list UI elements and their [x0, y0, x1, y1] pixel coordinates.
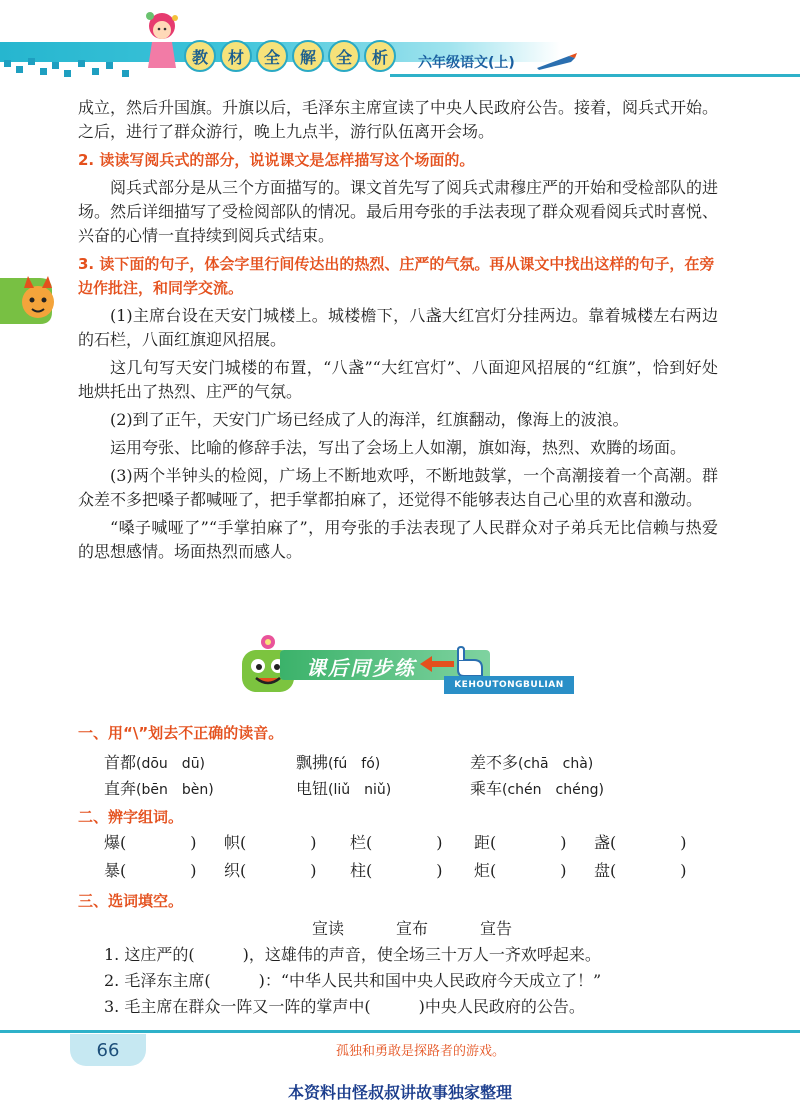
word-blank[interactable]: 柱( ) — [350, 861, 443, 880]
sentence-3: (3)两个半钟头的检阅，广场上不断地欢呼，不断地鼓掌，一个高潮接着一个高潮。群众差不多把嗓子都喊哑了，把手掌都拍麻了，还觉得不能够表达自己心里的欢喜和激动。 — [78, 466, 718, 509]
exercise-2 — [78, 806, 738, 828]
footer-motto: 孤独和勇敢是探路者的游戏。 — [336, 1044, 506, 1059]
page-number: 66 — [70, 1034, 146, 1066]
girl-mascot-icon — [142, 10, 182, 72]
word-blank[interactable]: 距( ) — [474, 833, 567, 852]
title-badge: 全 — [256, 40, 288, 72]
word-option: 宣布 — [396, 919, 429, 938]
word-blank[interactable]: 爆( ) — [104, 833, 197, 852]
header-rule — [390, 74, 800, 77]
word-option: 宣读 — [312, 919, 345, 938]
page-header — [0, 0, 800, 92]
pinyin-item: 飘拂(fú fó) — [296, 753, 381, 772]
word-blank[interactable]: 炬( ) — [474, 861, 567, 880]
word-blank[interactable]: 栏( ) — [350, 833, 443, 852]
fill-blank-item[interactable]: 3. 毛主席在群众一阵又一阵的掌声中( )中央人民政府的公告。 — [104, 997, 585, 1016]
comment-3: “嗓子喊哑了”“手掌拍麻了”，用夸张的手法表现了人民群众对子弟兵无比信赖与热爱的思想感情。场面热烈而感人。 — [78, 518, 718, 561]
exercise-3 — [78, 890, 738, 912]
exercise-3-heading: 三、选词填空。 — [78, 892, 184, 910]
question-3: 3. 读下面的句子，体会字里行间传达出的热烈、庄严的气氛。再从课文中找出这样的句子，在旁边作批注，和同学交流。 — [78, 255, 715, 297]
title-badge: 解 — [292, 40, 324, 72]
word-blank[interactable]: 暴( ) — [104, 861, 197, 880]
title-badge: 教 — [184, 40, 216, 72]
comment-1: 这几句写天安门城楼的布置，“八盏”“大红宫灯”、八面迎风招展的“红旗”，恰到好处地烘托出了热烈、庄严的气氛。 — [78, 358, 718, 401]
banner-title: 课后同步练 — [306, 656, 416, 680]
fill-blank-item[interactable]: 2. 毛泽东主席( )：“中华人民共和国中央人民政府今天成立了！” — [104, 971, 602, 990]
pinyin-item: 差不多(chā chà) — [470, 753, 594, 772]
book-title-badges — [184, 40, 396, 72]
header-squares-decoration — [4, 56, 144, 78]
source-note: 本资料由怪叔叔讲故事独家整理 — [287, 1083, 512, 1102]
sentence-1: (1)主席台设在天安门城楼上。城楼檐下，八盏大红宫灯分挂两边。靠着城楼左右两边的石栏，八面红旗迎风招展。 — [78, 306, 718, 349]
grade-label: 六年级语文(上) — [418, 55, 515, 71]
word-blank[interactable]: 盏( ) — [594, 833, 687, 852]
answer-section — [78, 96, 718, 568]
pinyin-item: 直奔(bēn bèn) — [104, 779, 214, 798]
paragraph: 成立，然后升国旗。升旗以后，毛泽东主席宣读了中央人民政府公告。接着，阅兵式开始。之后，进行了群众游行，晚上九点半，游行队伍离开会场。 — [78, 98, 719, 141]
arrow-left-icon — [420, 654, 454, 674]
exercise-1-heading: 一、用“\”划去不正确的读音。 — [78, 724, 284, 742]
word-blank[interactable]: 帜( ) — [224, 833, 317, 852]
title-badge: 析 — [364, 40, 396, 72]
question-2: 2. 读读写阅兵式的部分，说说课文是怎样描写这个场面的。 — [78, 151, 475, 169]
pen-icon — [535, 50, 579, 72]
word-blank[interactable]: 织( ) — [224, 861, 317, 880]
comment-2: 运用夸张、比喻的修辞手法，写出了会场上人如潮，旗如海，热烈、欢腾的场面。 — [110, 438, 687, 457]
sentence-2: (2)到了正午，天安门广场已经成了人的海洋，红旗翻动，像海上的波浪。 — [110, 410, 629, 429]
title-badge: 全 — [328, 40, 360, 72]
title-badge: 材 — [220, 40, 252, 72]
fox-mascot-icon — [0, 272, 72, 330]
exercise-1 — [78, 722, 738, 744]
footer-rule — [0, 1030, 800, 1033]
pinyin-item: 电钮(liǔ niǔ) — [296, 779, 392, 798]
word-blank[interactable]: 盘( ) — [594, 861, 687, 880]
banner-subtitle: KEHOUTONGBULIAN — [444, 676, 574, 694]
pinyin-item: 首都(dōu dū) — [104, 753, 206, 772]
exercise-2-heading: 二、辨字组词。 — [78, 808, 184, 826]
answer-2: 阅兵式部分是从三个方面描写的。课文首先写了阅兵式肃穆庄严的开始和受检部队的进场。然后详细描写了受检阅部队的情况。最后用夸张的手法表现了群众观看阅兵式时喜悦、兴奋的心情一直持续到阅兵式结束。 — [78, 178, 719, 245]
pointing-hand-icon — [454, 646, 486, 680]
pinyin-item: 乘车(chén chéng) — [470, 779, 604, 798]
word-option: 宣告 — [480, 919, 513, 938]
fill-blank-item[interactable]: 1. 这庄严的( )，这雄伟的声音，使全场三十万人一齐欢呼起来。 — [104, 945, 601, 964]
exercise-banner — [236, 632, 576, 700]
